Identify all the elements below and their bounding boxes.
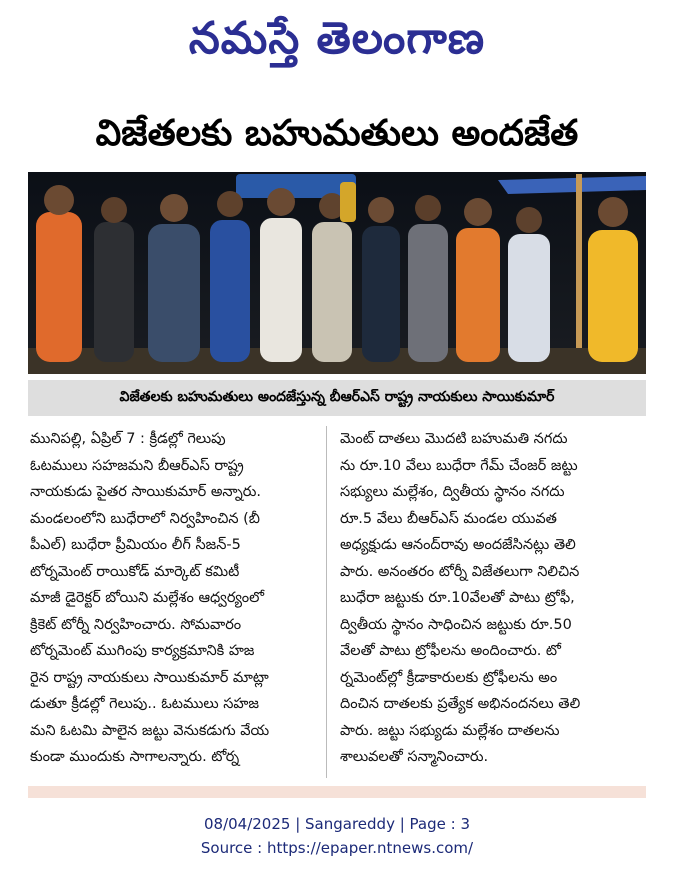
article-line: వేలతో పాటు ట్రోఫీలను అందించారు. టో (340, 643, 561, 659)
article-photo (28, 172, 646, 374)
photo-caption: విజేతలకు బహుమతులు అందజేస్తున్న బీఆర్‌ఎస్ రాష్ట్ర నాయకులు సాయికుమార్ (28, 380, 646, 416)
group-photo-icon (28, 172, 646, 374)
page-footer (0, 812, 674, 860)
article-line: మెంట్ దాతలు మొదటి బహుమతి నగదు (340, 431, 568, 447)
article-line: రైన రాష్ట్ర నాయకులు సాయికుమార్ మాట్లా (30, 669, 269, 686)
footer-date-edition: 08/04/2025 | Sangareddy | Page : 3 (203, 815, 470, 833)
article-line: టోర్నమెంట్ రాయికోడ్ మార్కెట్ కమిటీ (30, 563, 240, 580)
footer-source-link[interactable]: Source : https://epaper.ntnews.com/ (200, 839, 474, 857)
masthead-title: నమస్తే తెలంగాణ (188, 13, 486, 64)
article-line: మండలంలోని బుధేరాలో నిర్వహించిన (బీ (30, 510, 260, 527)
article-line: బుధేరా జట్టుకు రూ.10వేలతో పాటు ట్రోఫీ, (340, 590, 575, 606)
article-line: మాజీ డైరెక్టర్ బోయిని మల్లేశం ఆధ్వర్యంలో (30, 590, 265, 606)
article-line: అధ్యక్షుడు ఆనంద్‌రావు అందజేసినట్లు తెలి (340, 537, 576, 553)
article-line: శాలువలతో సన్మానించారు. (340, 749, 489, 765)
article-headline: విజేతలకు బహుమతులు అందజేత (95, 113, 579, 154)
article-line: సభ్యులు మల్లేశం, ద్వితీయ స్థానం నగదు (340, 484, 565, 500)
article-line: డుతూ క్రీడల్లో గెలుపు.. ఓటములు సహజ (30, 696, 260, 712)
article-line: పీఎల్) బుధేరా ప్రీమియం లీగ్ సీజన్-5 (30, 537, 241, 553)
article-line: ను రూ.10 వేలు బుధేరా గేమ్ చేంజర్ జట్టు (340, 457, 578, 474)
article-column-left (30, 426, 330, 771)
article-line: నాయకుడు పైతర సాయికుమార్ అన్నారు. (30, 484, 262, 500)
article-line: ఓటములు సహజమని బీఆర్‌ఎస్ రాష్ట్ర (30, 457, 244, 474)
article-line: టోర్నమెంట్ ముగింపు కార్యక్రమానికి హజ (30, 643, 255, 659)
article-line: ద్వితీయ స్థానం సాధించిన జట్టుకు రూ.50 (340, 616, 572, 633)
article-line: మునిపల్లి, ఏప్రిల్ 7 : క్రీడల్లో గెలుపు (30, 431, 226, 447)
article-line: దించిన దాతలకు ప్రత్యేక అభినందనలు తెలి (340, 696, 581, 712)
article-line: రూ.5 వేలు బీఆర్‌ఎస్ మండల యువత (340, 510, 557, 527)
article-line: కుండా ముందుకు సాగాలన్నారు. టోర్న (30, 749, 240, 765)
article-line: మని ఓటమి పాలైన జట్టు వెనుకడుగు వేయ (30, 722, 270, 739)
article-line: పారు. జట్టు సభ్యుడు మల్లేశం దాతలను (340, 722, 560, 739)
article-bottom-band (28, 786, 646, 798)
newspaper-masthead (0, 0, 674, 88)
column-divider (326, 426, 327, 778)
article-column-right (340, 426, 640, 771)
article-line: పారు. అనంతరం టోర్నీ విజేతలుగా నిలిచిన (340, 563, 580, 580)
article-line: ర్నమెంట్‌ల్లో క్రీడాకారులకు ట్రోఫీలను అం (340, 669, 558, 686)
article-line: క్రికెట్ టోర్నీ నిర్వహించారు. సోమవారం (30, 616, 242, 633)
